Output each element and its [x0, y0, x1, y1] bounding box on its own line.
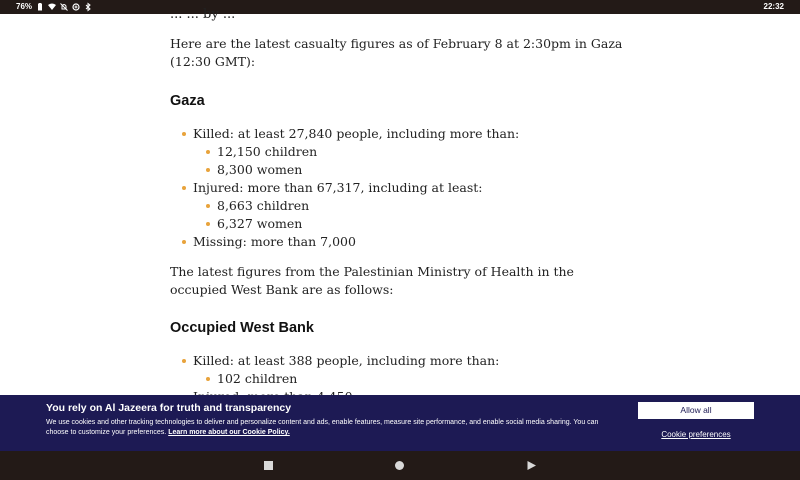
- bullet-dot: [206, 150, 210, 154]
- list-item: Killed: at least 27,840 people, including more than:: [193, 126, 520, 141]
- navigation-bar: [0, 451, 800, 480]
- cookie-banner-title: You rely on Al Jazeera for truth and transparency: [46, 402, 292, 414]
- allow-all-button[interactable]: Allow all: [638, 402, 754, 419]
- list-item: 8,300 women: [217, 162, 303, 177]
- data-saver-icon: [72, 3, 80, 11]
- bullet-dot: [182, 132, 186, 136]
- cookie-policy-link[interactable]: Learn more about our Cookie Policy.: [168, 429, 290, 436]
- list-item: Injured: more than 67,317, including at least:: [193, 180, 483, 195]
- bullet-dot: [182, 359, 186, 363]
- home-button-icon[interactable]: [394, 460, 405, 471]
- bluetooth-icon: [84, 3, 92, 11]
- west-bank-heading: Occupied West Bank: [170, 320, 314, 336]
- list-item: 102 children: [217, 371, 298, 386]
- partial-text-line: ... ... by ...: [170, 7, 236, 22]
- bullet-dot: [206, 222, 210, 226]
- battery-icon: [36, 3, 44, 11]
- cookie-description: We use cookies and other tracking technologies to deliver and personalize content and ads, enable features, measure site performance, and enable social media sharing. You can choose to customize your preferences.: [46, 419, 599, 436]
- list-item: 8,663 children: [217, 198, 310, 213]
- back-button-icon[interactable]: [526, 460, 537, 471]
- bullet-dot: [206, 204, 210, 208]
- bullet-dot: [182, 240, 186, 244]
- intro-paragraph: Here are the latest casualty figures as of February 8 at 2:30pm in Gaza (12:30 GMT):: [170, 36, 623, 69]
- west-bank-intro-paragraph: The latest figures from the Palestinian Ministry of Health in the occupied West Bank are as follows:: [170, 264, 574, 297]
- list-item: 6,327 women: [217, 216, 303, 231]
- cookie-banner: [0, 395, 800, 451]
- bullet-dot: [206, 377, 210, 381]
- status-icons: [16, 2, 92, 11]
- recents-button-icon[interactable]: [263, 460, 274, 471]
- wifi-icon: [48, 3, 56, 11]
- list-item: 12,150 children: [217, 144, 318, 159]
- article-content: [0, 7, 800, 395]
- battery-percent: 76%: [16, 2, 33, 11]
- gaza-heading: Gaza: [170, 93, 205, 109]
- cookie-banner-text: [46, 418, 606, 438]
- list-item: Missing: more than 7,000: [193, 234, 356, 249]
- cookie-preferences-link[interactable]: Cookie preferences: [661, 430, 731, 439]
- clock: 22:32: [763, 2, 784, 11]
- bullet-dot: [206, 168, 210, 172]
- list-item: Killed: at least 388 people, including more than:: [193, 353, 500, 368]
- notifications-off-icon: [60, 3, 68, 11]
- bullet-dot: [182, 186, 186, 190]
- status-bar: [0, 0, 800, 14]
